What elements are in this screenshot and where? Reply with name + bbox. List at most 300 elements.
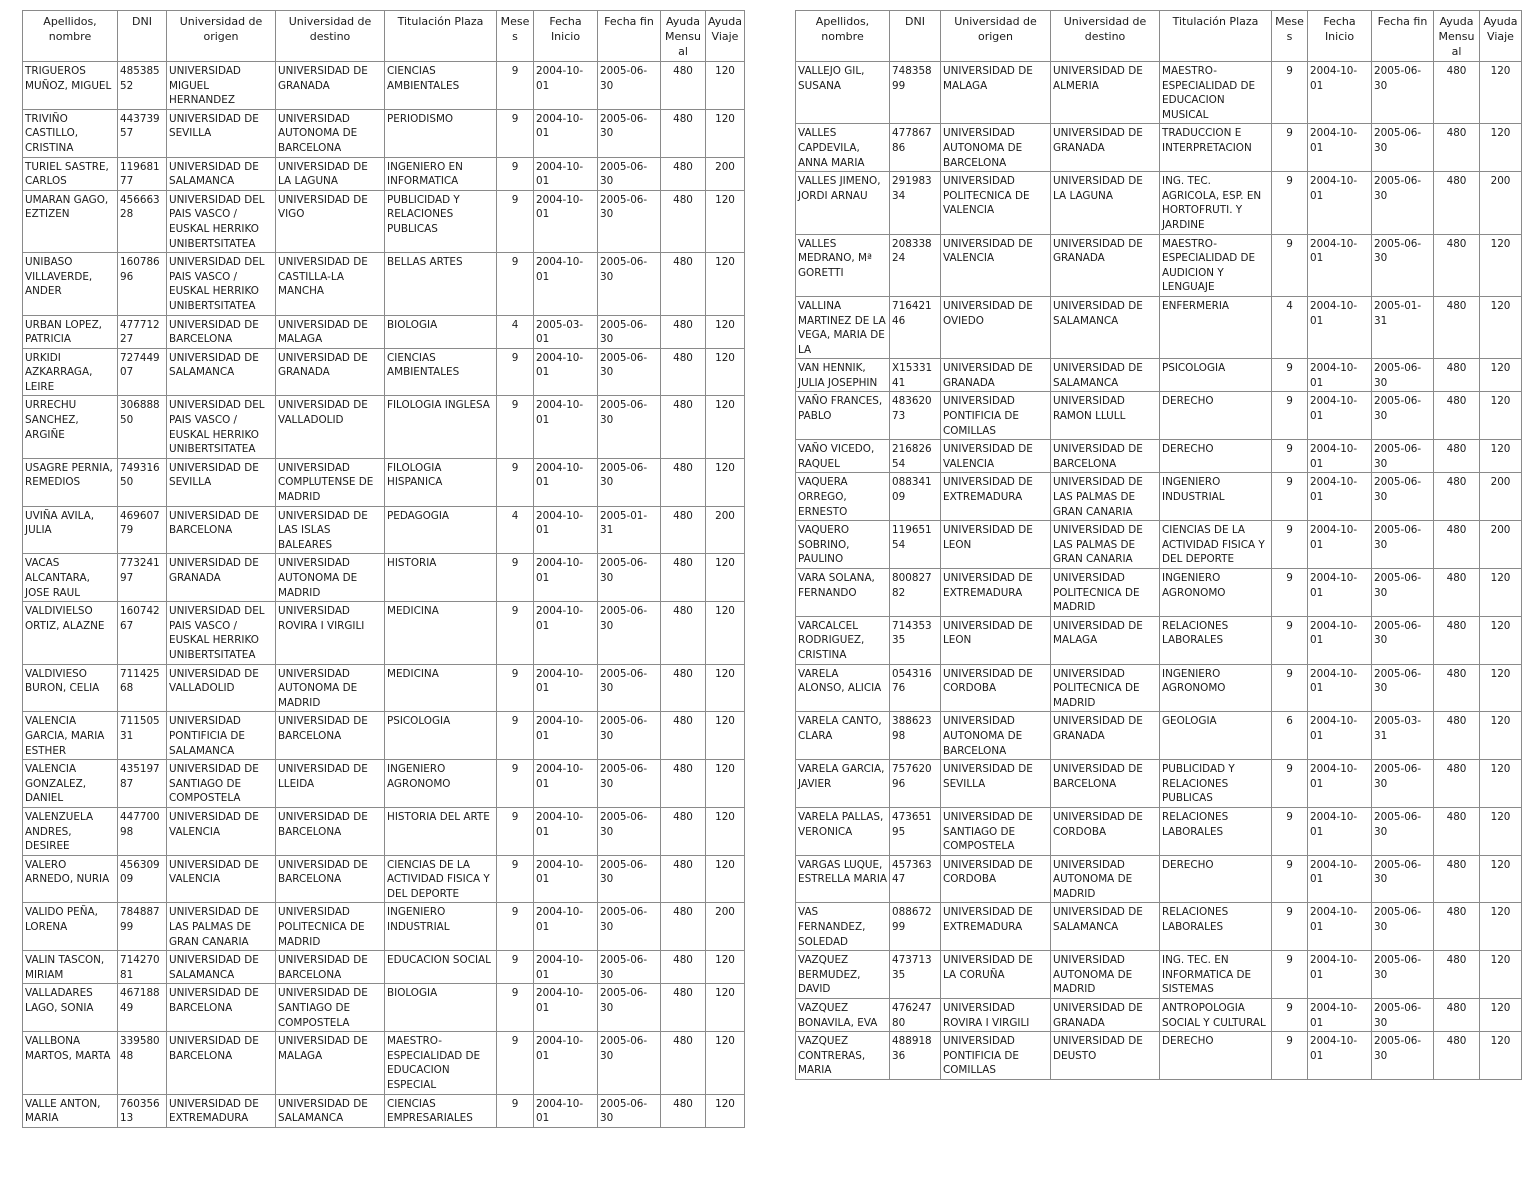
cell-fecha-inicio: 2004-10-01: [1308, 951, 1372, 999]
cell-fecha-fin: 2005-06-30: [1372, 172, 1434, 234]
cell-univ-destino: UNIVERSIDAD DE SALAMANCA: [1051, 296, 1160, 358]
cell-ayuda-viaje: 120: [1480, 664, 1522, 712]
cell-titulacion: EDUCACION SOCIAL: [385, 951, 497, 984]
header-row: [23, 11, 745, 62]
cell-univ-origen: UNIVERSIDAD DE VALLADOLID: [167, 664, 276, 712]
table-row: [23, 315, 745, 348]
cell-univ-destino: UNIVERSIDAD DE SANTIAGO DE COMPOSTELA: [276, 984, 385, 1032]
cell-dni: 46718849: [118, 984, 167, 1032]
cell-fecha-fin: 2005-03-31: [1372, 712, 1434, 760]
cell-ayuda-mensual: 480: [1434, 124, 1480, 172]
cell-univ-origen: UNIVERSIDAD DE VALENCIA: [167, 855, 276, 903]
cell-meses: 9: [497, 253, 534, 315]
table-row: [796, 1032, 1522, 1080]
cell-dni: 29198334: [890, 172, 941, 234]
cell-univ-origen: UNIVERSIDAD DEL PAIS VASCO / EUSKAL HERRIKO UNIBERTSITATEA: [167, 190, 276, 252]
cell-titulacion: DERECHO: [1160, 392, 1272, 440]
cell-ayuda-viaje: 120: [706, 602, 745, 664]
table-row: [23, 157, 745, 190]
cell-dni: 45630909: [118, 855, 167, 903]
cell-dni: 47786786: [890, 124, 941, 172]
cell-univ-origen: UNIVERSIDAD DE CORDOBA: [941, 664, 1051, 712]
cell-nombre: VALERO ARNEDO, NURIA: [23, 855, 118, 903]
cell-nombre: TURIEL SASTRE, CARLOS: [23, 157, 118, 190]
cell-fecha-fin: 2005-06-30: [1372, 521, 1434, 569]
cell-nombre: VARA SOLANA, FERNANDO: [796, 569, 890, 617]
cell-fecha-fin: 2005-06-30: [598, 1032, 661, 1094]
cell-meses: 9: [497, 712, 534, 760]
cell-univ-destino: UNIVERSIDAD DE LAS PALMAS DE GRAN CANARIA: [1051, 473, 1160, 521]
cell-fecha-fin: 2005-06-30: [1372, 124, 1434, 172]
cell-univ-destino: UNIVERSIDAD AUTONOMA DE MADRID: [276, 554, 385, 602]
cell-dni: 11965154: [890, 521, 941, 569]
cell-ayuda-viaje: 120: [706, 807, 745, 855]
table-row: [796, 664, 1522, 712]
cell-ayuda-viaje: 120: [706, 190, 745, 252]
cell-titulacion: CIENCIAS EMPRESARIALES: [385, 1094, 497, 1127]
cell-univ-origen: UNIVERSIDAD DE SALAMANCA: [167, 348, 276, 396]
cell-univ-destino: UNIVERSIDAD DE BARCELONA: [1051, 760, 1160, 808]
cell-dni: 44770098: [118, 807, 167, 855]
cell-ayuda-viaje: 200: [1480, 521, 1522, 569]
table-row: [796, 760, 1522, 808]
cell-titulacion: PUBLICIDAD Y RELACIONES PUBLICAS: [1160, 760, 1272, 808]
cell-ayuda-mensual: 480: [1434, 760, 1480, 808]
table-row: [796, 234, 1522, 296]
cell-meses: 9: [497, 1032, 534, 1094]
cell-fecha-inicio: 2004-10-01: [534, 855, 598, 903]
cell-meses: 4: [497, 506, 534, 554]
cell-dni: 48891836: [890, 1032, 941, 1080]
cell-dni: 08834109: [890, 473, 941, 521]
table-row: [796, 712, 1522, 760]
cell-ayuda-mensual: 480: [661, 855, 706, 903]
cell-meses: 9: [1272, 664, 1308, 712]
cell-nombre: VAZQUEZ CONTRERAS, MARIA: [796, 1032, 890, 1080]
cell-ayuda-mensual: 480: [1434, 807, 1480, 855]
cell-ayuda-viaje: 200: [1480, 473, 1522, 521]
table-row: [23, 760, 745, 808]
cell-meses: 9: [1272, 392, 1308, 440]
cell-nombre: URBAN LOPEZ, PATRICIA: [23, 315, 118, 348]
cell-univ-origen: UNIVERSIDAD DE SANTIAGO DE COMPOSTELA: [941, 807, 1051, 855]
table-row: [23, 1032, 745, 1094]
cell-nombre: VARGAS LUQUE, ESTRELLA MARIA: [796, 855, 890, 903]
cell-ayuda-mensual: 480: [661, 807, 706, 855]
cell-dni: 71427081: [118, 951, 167, 984]
cell-titulacion: MEDICINA: [385, 602, 497, 664]
table-row: [23, 602, 745, 664]
col-header-nombre: Apellidos, nombre: [796, 11, 890, 62]
cell-ayuda-mensual: 480: [661, 951, 706, 984]
cell-dni: 72744907: [118, 348, 167, 396]
table-row: [796, 172, 1522, 234]
cell-titulacion: INGENIERO INDUSTRIAL: [385, 903, 497, 951]
cell-ayuda-mensual: 480: [1434, 234, 1480, 296]
cell-nombre: VAS FERNANDEZ, SOLEDAD: [796, 903, 890, 951]
cell-nombre: VARELA ALONSO, ALICIA: [796, 664, 890, 712]
cell-fecha-fin: 2005-06-30: [1372, 359, 1434, 392]
cell-fecha-fin: 2005-06-30: [598, 157, 661, 190]
cell-univ-origen: UNIVERSIDAD DE BARCELONA: [167, 315, 276, 348]
cell-ayuda-viaje: 120: [1480, 760, 1522, 808]
table-row: [23, 458, 745, 506]
left-page-table: [22, 10, 745, 1128]
cell-fecha-inicio: 2004-10-01: [1308, 760, 1372, 808]
cell-univ-destino: UNIVERSIDAD DE LA LAGUNA: [1051, 172, 1160, 234]
cell-fecha-fin: 2005-06-30: [598, 903, 661, 951]
cell-meses: 9: [497, 855, 534, 903]
cell-nombre: VALIN TASCON, MIRIAM: [23, 951, 118, 984]
table-row: [796, 616, 1522, 664]
cell-fecha-fin: 2005-06-30: [598, 664, 661, 712]
cell-nombre: VARELA PALLAS, VERONICA: [796, 807, 890, 855]
cell-fecha-inicio: 2004-10-01: [534, 109, 598, 157]
cell-nombre: VALENCIA GONZALEZ, DANIEL: [23, 760, 118, 808]
cell-ayuda-mensual: 480: [661, 458, 706, 506]
table-row: [23, 984, 745, 1032]
cell-fecha-fin: 2005-06-30: [1372, 999, 1434, 1032]
cell-univ-origen: UNIVERSIDAD MIGUEL HERNANDEZ: [167, 62, 276, 110]
cell-ayuda-viaje: 120: [1480, 616, 1522, 664]
cell-nombre: VARELA CANTO, CLARA: [796, 712, 890, 760]
cell-titulacion: ANTROPOLOGIA SOCIAL Y CULTURAL: [1160, 999, 1272, 1032]
cell-ayuda-mensual: 480: [661, 190, 706, 252]
cell-titulacion: ING. TEC. AGRICOLA, ESP. EN HORTOFRUTI. Y JARDINE: [1160, 172, 1272, 234]
cell-univ-origen: UNIVERSIDAD DE SALAMANCA: [167, 157, 276, 190]
table-row: [796, 440, 1522, 473]
cell-fecha-inicio: 2004-10-01: [1308, 1032, 1372, 1080]
header-row: [796, 11, 1522, 62]
cell-meses: 9: [497, 554, 534, 602]
cell-titulacion: GEOLOGIA: [1160, 712, 1272, 760]
cell-titulacion: DERECHO: [1160, 1032, 1272, 1080]
cell-ayuda-viaje: 120: [706, 109, 745, 157]
cell-ayuda-mensual: 480: [1434, 664, 1480, 712]
cell-univ-destino: UNIVERSIDAD ROVIRA I VIRGILI: [276, 602, 385, 664]
cell-univ-origen: UNIVERSIDAD POLITECNICA DE VALENCIA: [941, 172, 1051, 234]
table-row: [23, 506, 745, 554]
cell-meses: 9: [1272, 807, 1308, 855]
col-header-ayuda-viaje: Ayuda Viaje: [1480, 11, 1522, 62]
cell-fecha-fin: 2005-06-30: [598, 602, 661, 664]
cell-fecha-fin: 2005-06-30: [598, 554, 661, 602]
cell-nombre: TRIGUEROS MUÑOZ, MIGUEL: [23, 62, 118, 110]
cell-fecha-inicio: 2004-10-01: [1308, 903, 1372, 951]
cell-meses: 9: [1272, 760, 1308, 808]
cell-fecha-inicio: 2004-10-01: [534, 348, 598, 396]
cell-titulacion: RELACIONES LABORALES: [1160, 807, 1272, 855]
cell-fecha-inicio: 2004-10-01: [534, 554, 598, 602]
cell-meses: 9: [497, 664, 534, 712]
cell-dni: 45666328: [118, 190, 167, 252]
table-row: [23, 62, 745, 110]
table-row: [796, 521, 1522, 569]
cell-univ-destino: UNIVERSIDAD DE CORDOBA: [1051, 807, 1160, 855]
cell-dni: 71142568: [118, 664, 167, 712]
col-header-fecha-inicio: Fecha Inicio: [534, 11, 598, 62]
table-row: [23, 190, 745, 252]
cell-nombre: VACAS ALCANTARA, JOSE RAUL: [23, 554, 118, 602]
cell-dni: 11968177: [118, 157, 167, 190]
cell-nombre: VALLINA MARTINEZ DE LA VEGA, MARIA DE LA: [796, 296, 890, 358]
cell-fecha-fin: 2005-01-31: [1372, 296, 1434, 358]
cell-titulacion: CIENCIAS AMBIENTALES: [385, 62, 497, 110]
cell-titulacion: BELLAS ARTES: [385, 253, 497, 315]
cell-fecha-fin: 2005-06-30: [1372, 440, 1434, 473]
cell-fecha-fin: 2005-06-30: [1372, 473, 1434, 521]
table-row: [796, 296, 1522, 358]
cell-nombre: VAQUERO SOBRINO, PAULINO: [796, 521, 890, 569]
cell-ayuda-viaje: 120: [1480, 62, 1522, 124]
cell-univ-origen: UNIVERSIDAD DE EXTREMADURA: [167, 1094, 276, 1127]
cell-meses: 9: [497, 602, 534, 664]
cell-nombre: VAN HENNIK, JULIA JOSEPHIN: [796, 359, 890, 392]
cell-univ-destino: UNIVERSIDAD DE GRANADA: [1051, 712, 1160, 760]
cell-univ-origen: UNIVERSIDAD DE EXTREMADURA: [941, 903, 1051, 951]
cell-fecha-fin: 2005-06-30: [1372, 1032, 1434, 1080]
cell-dni: 44373957: [118, 109, 167, 157]
table-row: [23, 109, 745, 157]
cell-ayuda-mensual: 480: [661, 506, 706, 554]
cell-ayuda-mensual: 480: [661, 664, 706, 712]
table-row: [23, 903, 745, 951]
col-header-univ-destino: Universidad de destino: [1051, 11, 1160, 62]
cell-univ-origen: UNIVERSIDAD DE EXTREMADURA: [941, 473, 1051, 521]
table-row: [796, 903, 1522, 951]
cell-univ-origen: UNIVERSIDAD DE LEON: [941, 616, 1051, 664]
cell-ayuda-mensual: 480: [661, 984, 706, 1032]
cell-meses: 9: [1272, 473, 1308, 521]
cell-nombre: VALLES JIMENO, JORDI ARNAU: [796, 172, 890, 234]
cell-fecha-inicio: 2004-10-01: [534, 157, 598, 190]
col-header-nombre: Apellidos, nombre: [23, 11, 118, 62]
cell-meses: 9: [497, 62, 534, 110]
cell-univ-origen: UNIVERSIDAD DE BARCELONA: [167, 984, 276, 1032]
cell-ayuda-viaje: 120: [1480, 855, 1522, 903]
cell-ayuda-viaje: 120: [1480, 569, 1522, 617]
cell-univ-origen: UNIVERSIDAD DE VALENCIA: [941, 440, 1051, 473]
cell-univ-destino: UNIVERSIDAD DE BARCELONA: [1051, 440, 1160, 473]
table-row: [796, 569, 1522, 617]
table-row: [796, 62, 1522, 124]
cell-univ-destino: UNIVERSIDAD DE LLEIDA: [276, 760, 385, 808]
cell-univ-origen: UNIVERSIDAD DEL PAIS VASCO / EUSKAL HERRIKO UNIBERTSITATEA: [167, 602, 276, 664]
cell-titulacion: BIOLOGIA: [385, 315, 497, 348]
cell-titulacion: DERECHO: [1160, 855, 1272, 903]
cell-univ-origen: UNIVERSIDAD DEL PAIS VASCO / EUSKAL HERRIKO UNIBERTSITATEA: [167, 396, 276, 458]
cell-univ-destino: UNIVERSIDAD RAMON LLULL: [1051, 392, 1160, 440]
cell-fecha-inicio: 2004-10-01: [534, 760, 598, 808]
cell-dni: 47365195: [890, 807, 941, 855]
cell-ayuda-viaje: 120: [706, 712, 745, 760]
cell-ayuda-mensual: 480: [661, 62, 706, 110]
cell-ayuda-mensual: 480: [661, 253, 706, 315]
cell-ayuda-mensual: 480: [661, 712, 706, 760]
cell-titulacion: FILOLOGIA INGLESA: [385, 396, 497, 458]
col-header-meses: Meses: [1272, 11, 1308, 62]
cell-dni: 38862398: [890, 712, 941, 760]
cell-ayuda-viaje: 120: [706, 984, 745, 1032]
cell-nombre: VAZQUEZ BONAVILA, EVA: [796, 999, 890, 1032]
cell-ayuda-mensual: 480: [661, 157, 706, 190]
cell-ayuda-mensual: 480: [1434, 999, 1480, 1032]
cell-meses: 4: [1272, 296, 1308, 358]
table-row: [23, 807, 745, 855]
col-header-univ-origen: Universidad de origen: [941, 11, 1051, 62]
col-header-fecha-fin: Fecha fin: [1372, 11, 1434, 62]
col-header-titulacion: Titulación Plaza: [385, 11, 497, 62]
cell-univ-destino: UNIVERSIDAD DE CASTILLA-LA MANCHA: [276, 253, 385, 315]
cell-nombre: VALDIVIELSO ORTIZ, ALAZNE: [23, 602, 118, 664]
cell-titulacion: BIOLOGIA: [385, 984, 497, 1032]
cell-nombre: VARCALCEL RODRIGUEZ, CRISTINA: [796, 616, 890, 664]
cell-meses: 9: [497, 396, 534, 458]
cell-univ-origen: UNIVERSIDAD PONTIFICIA DE COMILLAS: [941, 392, 1051, 440]
cell-ayuda-mensual: 480: [1434, 951, 1480, 999]
cell-nombre: URKIDI AZKARRAGA, LEIRE: [23, 348, 118, 396]
cell-univ-destino: UNIVERSIDAD DE GRANADA: [1051, 234, 1160, 296]
cell-dni: 48362073: [890, 392, 941, 440]
cell-ayuda-mensual: 480: [661, 554, 706, 602]
cell-univ-origen: UNIVERSIDAD DE MALAGA: [941, 62, 1051, 124]
cell-meses: 9: [1272, 359, 1308, 392]
table-row: [796, 392, 1522, 440]
cell-ayuda-mensual: 480: [661, 109, 706, 157]
cell-titulacion: RELACIONES LABORALES: [1160, 903, 1272, 951]
cell-univ-destino: UNIVERSIDAD DE GRANADA: [276, 348, 385, 396]
cell-meses: 6: [1272, 712, 1308, 760]
cell-dni: 78488799: [118, 903, 167, 951]
cell-meses: 9: [497, 458, 534, 506]
cell-fecha-inicio: 2004-10-01: [534, 253, 598, 315]
right-table-body: [796, 62, 1522, 1080]
cell-dni: 33958048: [118, 1032, 167, 1094]
cell-ayuda-viaje: 120: [1480, 124, 1522, 172]
cell-fecha-fin: 2005-06-30: [598, 855, 661, 903]
cell-titulacion: CIENCIAS DE LA ACTIVIDAD FISICA Y DEL DEPORTE: [1160, 521, 1272, 569]
cell-titulacion: CIENCIAS DE LA ACTIVIDAD FISICA Y DEL DEPORTE: [385, 855, 497, 903]
left-table-body: [23, 62, 745, 1128]
cell-fecha-fin: 2005-06-30: [1372, 616, 1434, 664]
cell-nombre: VAZQUEZ BERMUDEZ, DAVID: [796, 951, 890, 999]
cell-dni: 16078696: [118, 253, 167, 315]
cell-fecha-inicio: 2004-10-01: [534, 1094, 598, 1127]
cell-univ-origen: UNIVERSIDAD ROVIRA I VIRGILI: [941, 999, 1051, 1032]
cell-ayuda-viaje: 200: [706, 157, 745, 190]
col-header-titulacion: Titulación Plaza: [1160, 11, 1272, 62]
table-row: [23, 554, 745, 602]
cell-fecha-fin: 2005-06-30: [598, 348, 661, 396]
cell-univ-destino: UNIVERSIDAD POLITECNICA DE MADRID: [1051, 569, 1160, 617]
cell-fecha-inicio: 2004-10-01: [534, 1032, 598, 1094]
cell-fecha-fin: 2005-06-30: [1372, 760, 1434, 808]
cell-meses: 9: [1272, 62, 1308, 124]
cell-univ-destino: UNIVERSIDAD DE LAS ISLAS BALEARES: [276, 506, 385, 554]
cell-nombre: URRECHU SANCHEZ, ARGIÑE: [23, 396, 118, 458]
cell-univ-destino: UNIVERSIDAD DE DEUSTO: [1051, 1032, 1160, 1080]
cell-ayuda-mensual: 480: [661, 903, 706, 951]
cell-fecha-inicio: 2004-10-01: [534, 903, 598, 951]
cell-univ-origen: UNIVERSIDAD DE BARCELONA: [167, 506, 276, 554]
cell-fecha-inicio: 2004-10-01: [534, 984, 598, 1032]
cell-fecha-fin: 2005-01-31: [598, 506, 661, 554]
table-row: [796, 359, 1522, 392]
cell-meses: 9: [1272, 855, 1308, 903]
cell-univ-destino: UNIVERSIDAD DE SALAMANCA: [276, 1094, 385, 1127]
cell-nombre: VAÑO VICEDO, RAQUEL: [796, 440, 890, 473]
cell-titulacion: ING. TEC. EN INFORMATICA DE SISTEMAS: [1160, 951, 1272, 999]
cell-univ-origen: UNIVERSIDAD DE LEON: [941, 521, 1051, 569]
cell-meses: 9: [1272, 172, 1308, 234]
table-row: [23, 348, 745, 396]
cell-univ-origen: UNIVERSIDAD DE LA CORUÑA: [941, 951, 1051, 999]
table-row: [796, 124, 1522, 172]
cell-titulacion: RELACIONES LABORALES: [1160, 616, 1272, 664]
cell-fecha-inicio: 2004-10-01: [1308, 712, 1372, 760]
cell-ayuda-viaje: 120: [706, 315, 745, 348]
cell-meses: 9: [1272, 903, 1308, 951]
cell-fecha-inicio: 2004-10-01: [1308, 664, 1372, 712]
cell-ayuda-mensual: 480: [1434, 855, 1480, 903]
col-header-ayuda-mensual: Ayuda Mensual: [661, 11, 706, 62]
cell-fecha-fin: 2005-06-30: [598, 253, 661, 315]
cell-univ-destino: UNIVERSIDAD DE MALAGA: [276, 315, 385, 348]
cell-ayuda-viaje: 120: [1480, 903, 1522, 951]
cell-ayuda-viaje: 120: [706, 348, 745, 396]
cell-dni: 47624780: [890, 999, 941, 1032]
cell-dni: 05431676: [890, 664, 941, 712]
cell-fecha-fin: 2005-06-30: [598, 807, 661, 855]
cell-ayuda-viaje: 120: [1480, 392, 1522, 440]
cell-ayuda-viaje: 120: [1480, 951, 1522, 999]
cell-ayuda-viaje: 120: [1480, 234, 1522, 296]
cell-nombre: VALLE ANTON, MARIA: [23, 1094, 118, 1127]
cell-meses: 9: [497, 1094, 534, 1127]
cell-fecha-inicio: 2004-10-01: [534, 602, 598, 664]
cell-titulacion: PUBLICIDAD Y RELACIONES PUBLICAS: [385, 190, 497, 252]
cell-ayuda-mensual: 480: [1434, 392, 1480, 440]
cell-ayuda-mensual: 480: [1434, 521, 1480, 569]
cell-ayuda-mensual: 480: [661, 348, 706, 396]
cell-nombre: USAGRE PERNIA, REMEDIOS: [23, 458, 118, 506]
cell-univ-destino: UNIVERSIDAD DE BARCELONA: [276, 712, 385, 760]
cell-nombre: VARELA GARCIA, JAVIER: [796, 760, 890, 808]
cell-univ-destino: UNIVERSIDAD AUTONOMA DE BARCELONA: [276, 109, 385, 157]
cell-univ-origen: UNIVERSIDAD PONTIFICIA DE COMILLAS: [941, 1032, 1051, 1080]
cell-univ-origen: UNIVERSIDAD DE SEVILLA: [167, 109, 276, 157]
cell-meses: 9: [497, 984, 534, 1032]
cell-univ-origen: UNIVERSIDAD PONTIFICIA DE SALAMANCA: [167, 712, 276, 760]
cell-meses: 9: [497, 807, 534, 855]
cell-nombre: VAÑO FRANCES, PABLO: [796, 392, 890, 440]
cell-nombre: VALLEJO GIL, SUSANA: [796, 62, 890, 124]
cell-ayuda-viaje: 120: [1480, 807, 1522, 855]
cell-ayuda-viaje: 120: [706, 62, 745, 110]
cell-fecha-fin: 2005-06-30: [1372, 234, 1434, 296]
table-row: [796, 951, 1522, 999]
cell-univ-origen: UNIVERSIDAD DE GRANADA: [167, 554, 276, 602]
cell-titulacion: PERIODISMO: [385, 109, 497, 157]
cell-univ-destino: UNIVERSIDAD DE MALAGA: [276, 1032, 385, 1094]
cell-fecha-fin: 2005-06-30: [1372, 392, 1434, 440]
cell-fecha-inicio: 2004-10-01: [1308, 234, 1372, 296]
cell-fecha-inicio: 2004-10-01: [1308, 999, 1372, 1032]
cell-nombre: TRIVIÑO CASTILLO, CRISTINA: [23, 109, 118, 157]
table-row: [23, 1094, 745, 1127]
right-page-table: [795, 10, 1522, 1080]
cell-ayuda-mensual: 480: [1434, 440, 1480, 473]
